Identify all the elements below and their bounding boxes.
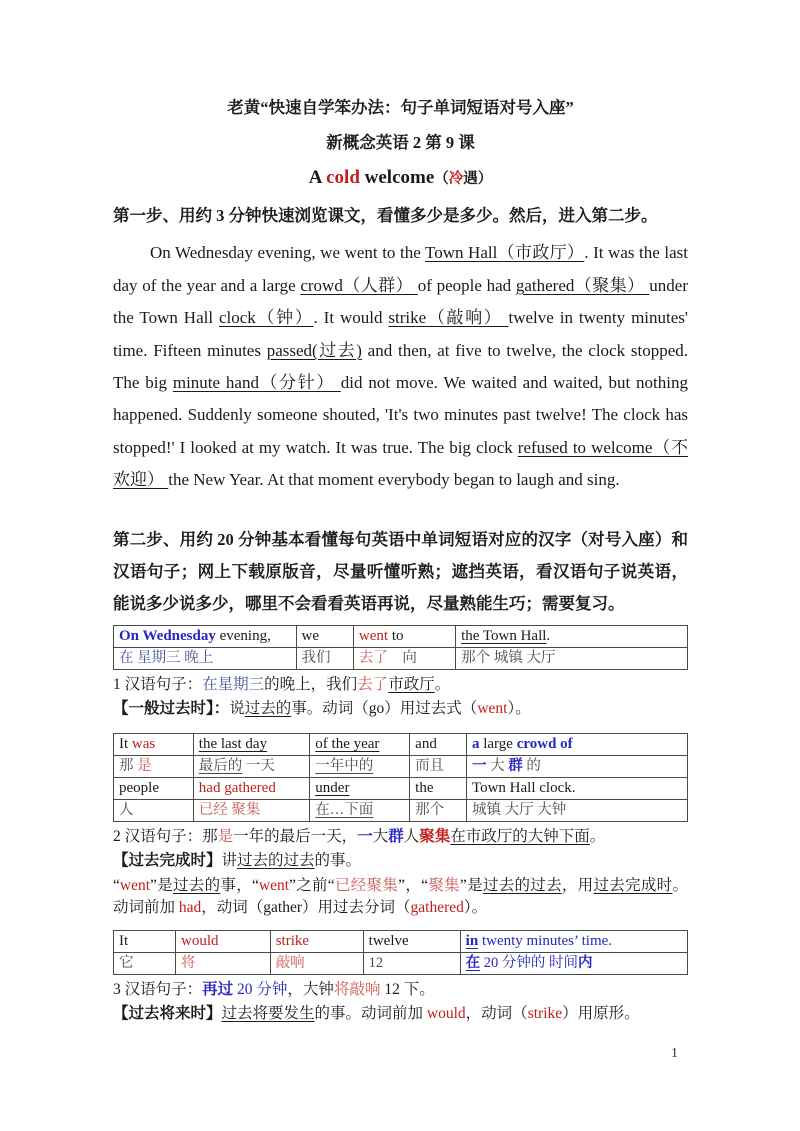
note2-grammar: 【过去完成时】讲过去的过去的事。	[113, 852, 362, 870]
table-cell: 去了 向	[353, 647, 455, 669]
lesson-title: A cold welcome（冷遇）	[308, 167, 493, 188]
lesson-heading: 新概念英语 2 第 9 课	[326, 133, 475, 152]
table-cell: 而且	[410, 755, 467, 777]
note1-grammar: 【一般过去时】：说过去的事。动词（go）用过去式（went）。	[113, 700, 531, 718]
table-cell: 12	[363, 952, 460, 974]
alignment-table-1	[113, 625, 688, 670]
table-cell: the last day	[193, 733, 310, 755]
table-row	[114, 625, 688, 647]
table-cell: 我们	[296, 647, 353, 669]
table-cell: On Wednesday evening,	[114, 625, 297, 647]
table-cell: 人	[114, 799, 194, 821]
table-cell: twelve	[363, 930, 460, 952]
alignment-table-2	[113, 733, 688, 822]
table-cell: 一年中的	[310, 755, 410, 777]
table-cell: 将	[175, 952, 270, 974]
table-cell: strike	[270, 930, 363, 952]
table-cell: in twenty minutes’ time.	[460, 930, 687, 952]
table-cell: It	[114, 930, 176, 952]
note3-grammar: 【过去将来时】过去将要发生的事。动词前加 would，动词（strike）用原形。	[113, 1005, 640, 1023]
table-cell: 那 是	[114, 755, 194, 777]
table-cell: 在…下面	[310, 799, 410, 821]
table-cell: Town Hall clock.	[466, 777, 687, 799]
table-cell: of the year	[310, 733, 410, 755]
table-cell: went to	[353, 625, 455, 647]
table-row	[114, 930, 688, 952]
note2-sentence: 2 汉语句子：那是一年的最后一天，一大群人聚集在市政厅的大钟下面。	[113, 827, 606, 845]
table-cell: 它	[114, 952, 176, 974]
doc-title: 老黄“快速自学笨办法：句子单词短语对号入座”	[227, 98, 574, 117]
table-row	[114, 733, 688, 755]
table-cell: and	[410, 733, 467, 755]
table-cell: the	[410, 777, 467, 799]
table-cell: we	[296, 625, 353, 647]
page-number: 1	[671, 1046, 678, 1061]
step2-instruction: 第二步、用约 20 分钟基本看懂每句英语中单词短语对应的汉字（对号入座）和汉语句子；网上下载原版音，尽量听懂听熟；遮挡英语，看汉语句子说英语，能说多少说多少，哪里不会看看英语再说，尽量熟能生巧；需要复习。	[113, 529, 688, 614]
note3-sentence: 3 汉语句子：再过 20 分钟，大钟将敲响 12 下。	[113, 980, 435, 998]
table-cell: a large crowd of	[466, 733, 687, 755]
table-cell: 城镇 大厅 大钟	[466, 799, 687, 821]
document-content	[113, 0, 688, 1026]
table-cell: 那个	[410, 799, 467, 821]
table-cell: It was	[114, 733, 194, 755]
table-row	[114, 755, 688, 777]
note1-sentence: 1 汉语句子：在星期三的晚上，我们去了市政厅。	[113, 675, 451, 693]
passage-text: On Wednesday evening, we went to the Town Hall（市政厅）. It was the last day of the year and a large crowd（人群） of people had gathered（聚集） under the Town Hall clock（钟）. It would strike（敲响） twelve in twenty minutes' time. Fifteen minutes passed(过去) and then, at five to twelve, the clock stopped. The big minute hand（分针） did not move. We waited and waited, but nothing happened. Suddenly someone shouted, 'It's two minutes past twelve! The clock has stopped!' I looked at my watch. It was true. The big clock refused to welcome（不欢迎） the New Year. At that moment everybody began to laugh and sing.	[113, 243, 688, 490]
table-row	[114, 952, 688, 974]
table-row	[114, 777, 688, 799]
table-cell: would	[175, 930, 270, 952]
table-cell: 在 星期三 晚上	[114, 647, 297, 669]
table-cell: the Town Hall.	[456, 625, 688, 647]
table-row	[114, 647, 688, 669]
table-cell: had gathered	[193, 777, 310, 799]
table-cell: 在 20 分钟的 时间内	[460, 952, 687, 974]
table-cell: 一 大 群 的	[466, 755, 687, 777]
table-cell: 敲响	[270, 952, 363, 974]
alignment-table-3	[113, 930, 688, 975]
step1-instruction: 第一步、用约 3 分钟快速浏览课文，看懂多少是多少。然后，进入第二步。	[113, 206, 658, 225]
table-cell: 最后的 一天	[193, 755, 310, 777]
table-cell: 已经 聚集	[193, 799, 310, 821]
table-row	[114, 799, 688, 821]
note2-explanation: “went”是过去的事，“went”之前“已经聚集”，“聚集”是过去的过去，用过去完成时。动词前加 had，动词（gather）用过去分词（gathered）。	[113, 876, 688, 917]
table-cell: 那个 城镇 大厅	[456, 647, 688, 669]
table-cell: under	[310, 777, 410, 799]
table-cell: people	[114, 777, 194, 799]
